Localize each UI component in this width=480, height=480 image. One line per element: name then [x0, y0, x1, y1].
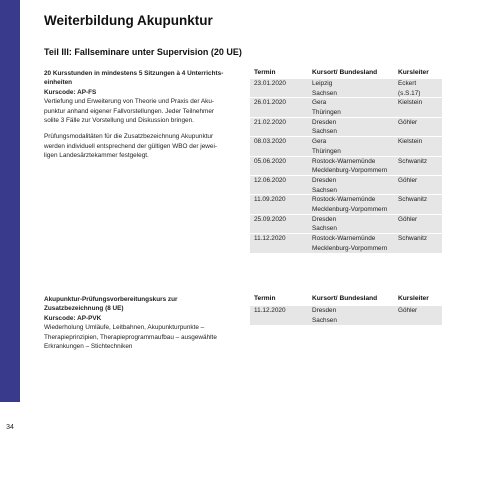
table-cell-place: Dresden [312, 307, 337, 314]
table-cell-place: Leipzig [312, 80, 333, 87]
table-cell-date: 21.02.2020 [254, 118, 286, 126]
table-cell-date: 08.03.2020 [254, 138, 286, 146]
course2-header-kursleiter: Kursleiter [398, 295, 429, 302]
table-cell-leader: Kielstein [398, 138, 423, 146]
table-cell-region: Sachsen [312, 186, 337, 194]
table-cell-region: Sachsen [312, 89, 337, 97]
table-cell-place: Rostock-Warnemünde [312, 157, 376, 165]
table-cell-date: 11.09.2020 [254, 196, 286, 204]
course2-header-kursort: Kursort/ Bundesland [312, 295, 378, 302]
table-cell-leader: Kielstein [398, 99, 423, 107]
table-cell-place: Rostock-Warnemünde [312, 196, 376, 204]
course1-heading-line2: einheiten [44, 79, 73, 87]
table-cell-date: 26.01.2020 [254, 99, 286, 107]
table-cell-leader: Schwanitz [398, 157, 428, 165]
course1-code: Kurscode: AP-FS [44, 88, 97, 96]
section-subtitle: Teil III: Fallseminare unter Supervision (20 UE) [44, 47, 242, 57]
course1-note-line: werden individuell entsprechend der gültigen WBO der jewei- [44, 142, 217, 150]
table-cell-region: Mecklenburg-Vorpommern [312, 167, 388, 175]
table-cell-place: Rostock-Warnemünde [312, 235, 376, 243]
table-cell-region: Thüringen [312, 108, 341, 116]
table-cell-place: Dresden [312, 118, 337, 126]
course1-note-line: Prüfungsmodalitäten für die Zusatzbezeichnung Akupunktur [44, 133, 214, 141]
table-cell-place: Gera [312, 138, 327, 146]
table-cell-leader-note: (s.S.17) [398, 89, 421, 97]
course1-description [44, 69, 242, 161]
table-cell-date: 11.12.2020 [254, 307, 286, 314]
course1-header-kursort: Kursort/ Bundesland [312, 69, 378, 76]
course1-desc-line: punktur anhand eigener Fallvorstellungen. Jeder Teilnehmer [44, 107, 215, 115]
table-cell-leader: Schwanitz [398, 235, 428, 243]
course2-description [44, 295, 264, 351]
course2-desc-line: Wiederholung Umläufe, Leitbahnen, Akupunkturpunkte – [44, 324, 205, 332]
table-cell-leader: Schwanitz [398, 196, 428, 204]
table-cell-region: Sachsen [312, 225, 337, 233]
page-number: 34 [6, 424, 14, 431]
page-number-box [0, 402, 20, 480]
table-cell-date: 05.06.2020 [254, 157, 286, 165]
table-cell-leader: Eckert [398, 80, 417, 87]
course2-header-termin: Termin [254, 295, 276, 302]
table-cell-region: Mecklenburg-Vorpommern [312, 244, 388, 252]
table-cell-leader: Göhler [398, 177, 418, 184]
table-cell-place: Dresden [312, 215, 337, 223]
page-title: Weiterbildung Akupunktur [44, 13, 213, 28]
table-cell-place: Dresden [312, 177, 337, 184]
table-cell-date: 23.01.2020 [254, 80, 286, 87]
course2-heading-line1: Akupunktur-Prüfungsvorbereitungskurs zur [44, 296, 178, 303]
table-cell-date: 25.09.2020 [254, 215, 286, 223]
course2-heading-line2: Zusatzbezeichnung (8 UE) [44, 305, 124, 313]
table-cell-leader: Göhler [398, 215, 418, 223]
table-cell-leader: Göhler [398, 118, 418, 126]
table-cell-region: Mecklenburg-Vorpommern [312, 205, 388, 213]
course2-desc-line: Erkrankungen – Stichtechniken [44, 343, 133, 351]
course1-note-line: ligen Landesärztekammer festgelegt. [44, 152, 149, 160]
course1-heading-line1: 20 Kursstunden in mindestens 5 Sitzungen à 4 Unterrichts- [44, 70, 224, 77]
table-cell-place: Gera [312, 99, 327, 107]
table-cell-region: Thüringen [312, 147, 341, 155]
course2-desc-line: Therapieprinzipien, Therapieprogrammaufbau – ausgewählte [44, 333, 217, 341]
course2-code: Kurscode: AP-PVK [44, 314, 102, 322]
table-cell-region: Sachsen [312, 128, 337, 136]
table-cell-date: 12.06.2020 [254, 177, 286, 184]
table-cell-region: Sachsen [312, 316, 337, 324]
course1-header-kursleiter: Kursleiter [398, 69, 429, 76]
course1-desc-line: Vertiefung und Erweiterung von Theorie und Praxis der Aku- [44, 98, 215, 106]
course1-desc-line: solite 3 Fälle zur Vorstellung und Diskussion bringen. [44, 117, 194, 125]
table-cell-leader: Göhler [398, 307, 418, 314]
table-cell-date: 11.12.2020 [254, 235, 286, 243]
course1-header-termin: Termin [254, 69, 276, 76]
